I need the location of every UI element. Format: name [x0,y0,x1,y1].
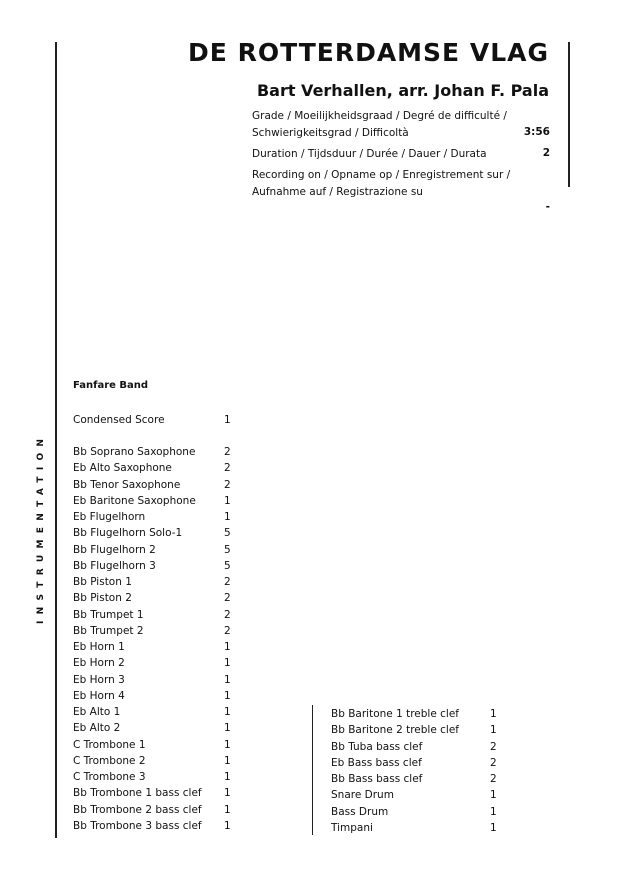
instrument-count: 2 [490,773,497,785]
instrument-name: Bb Trombone 3 bass clef [73,819,202,832]
instrument-count: 1 [224,738,231,751]
duration-value: 2 [542,147,550,159]
instrument-name: C Trombone 3 [73,771,146,783]
instrument-count: 5 [224,543,231,556]
recording-label-line2: Aufnahme auf / Registrazione su [252,186,423,198]
instrument-count: 2 [224,592,231,605]
instrument-name: Bb Flugelhorn 3 [73,559,156,572]
instrument-name: Eb Baritone Saxophone [73,494,196,507]
instrument-name: Eb Flugelhorn [73,511,146,523]
instrument-name: Timpani [331,821,373,834]
instrument-name: Snare Drum [331,789,394,802]
instrument-name: Condensed Score [73,414,165,426]
grade-label-line1: Grade / Moeilijkheidsgraad / Degré de difficulté / [252,110,507,122]
instrument-count: 1 [224,673,231,686]
instrument-name: Bb Soprano Saxophone [73,446,196,458]
instrument-name: C Trombone 1 [73,738,146,751]
instrument-count: 5 [224,559,231,572]
instrument-name: Eb Horn 2 [73,657,125,670]
instrumentation-side-label: INSTRUMENTATION [36,432,46,624]
instrument-name: Bb Trumpet 2 [73,624,144,637]
instrument-count: 2 [224,446,231,458]
instrument-name: Bb Tenor Saxophone [73,478,181,491]
recording-label-line1: Recording on / Opname op / Enregistrement sur / [252,169,511,181]
recording-value: - [545,201,550,213]
instrument-name: C Trombone 2 [73,754,146,767]
instrument-name: Bb Bass bass clef [331,773,423,785]
instrument-count: 1 [490,789,497,802]
recording-label [252,167,510,201]
instrument-count: 1 [224,754,231,767]
instrument-name: Eb Horn 1 [73,641,125,653]
composer-credit: Bart Verhallen, arr. Johan F. Pala [256,81,549,100]
instrument-name: Bb Trombone 2 bass clef [73,803,202,816]
instrument-count: 1 [224,494,231,507]
duration-label: Duration / Tijdsduur / Durée / Dauer / Durata [252,148,487,160]
instrument-count: 1 [224,722,231,735]
instrument-count: 2 [224,624,231,637]
grade-label-line2: Schwierigkeitsgrad / Difficoltà [252,127,409,139]
page-title: DE ROTTERDAMSE VLAG [188,38,549,67]
right-divider-line [568,42,570,187]
instrument-count: 1 [224,706,231,718]
instrument-count: 1 [224,641,231,653]
grade-value: 3:56 [523,126,550,138]
instrument-name: Eb Bass bass clef [331,756,422,769]
instrument-name: Eb Alto Saxophone [73,462,172,475]
instrument-count: 1 [224,819,231,832]
instrument-count: 2 [490,756,497,769]
instrument-count: 2 [224,608,231,621]
left-divider-line [55,42,57,838]
instrument-count: 1 [224,787,231,800]
instrument-name: Eb Alto 1 [73,706,121,718]
instrument-name: Bb Piston 1 [73,576,132,588]
instrument-name: Bb Tuba bass clef [331,740,423,753]
instrument-count: 1 [490,708,497,720]
instrument-name: Bb Flugelhorn Solo-1 [73,527,183,540]
instrument-name: Eb Alto 2 [73,722,121,735]
instrument-count: 1 [224,771,231,783]
instrument-count: 2 [490,740,497,753]
column-divider-line [312,705,313,835]
instrument-name: Eb Horn 4 [73,689,125,702]
instrument-name: Bb Trumpet 1 [73,608,144,621]
instrument-count: 1 [224,657,231,670]
instrument-name: Bb Baritone 2 treble clef [331,724,459,737]
instrument-name: Eb Horn 3 [73,673,125,686]
instrument-count: 1 [490,821,497,834]
instrument-count: 1 [224,803,231,816]
instrument-name: Bb Baritone 1 treble clef [331,708,459,720]
instrument-count: 1 [224,689,231,702]
grade-label [252,108,507,142]
instrument-count: 2 [224,462,231,475]
instrument-count: 1 [224,511,231,523]
instrument-name: Bass Drum [331,805,389,818]
instrument-name: Bb Piston 2 [73,592,132,605]
band-heading: Fanfare Band [73,380,149,391]
instrument-count: 5 [224,527,231,540]
instrument-name: Bb Flugelhorn 2 [73,543,156,556]
instrument-count: 1 [490,724,497,737]
instrument-count: 2 [224,576,231,588]
instrument-count: 1 [490,805,497,818]
instrument-name: Bb Trombone 1 bass clef [73,787,202,800]
instrument-count: 2 [224,478,231,491]
instrument-count: 1 [224,414,231,426]
